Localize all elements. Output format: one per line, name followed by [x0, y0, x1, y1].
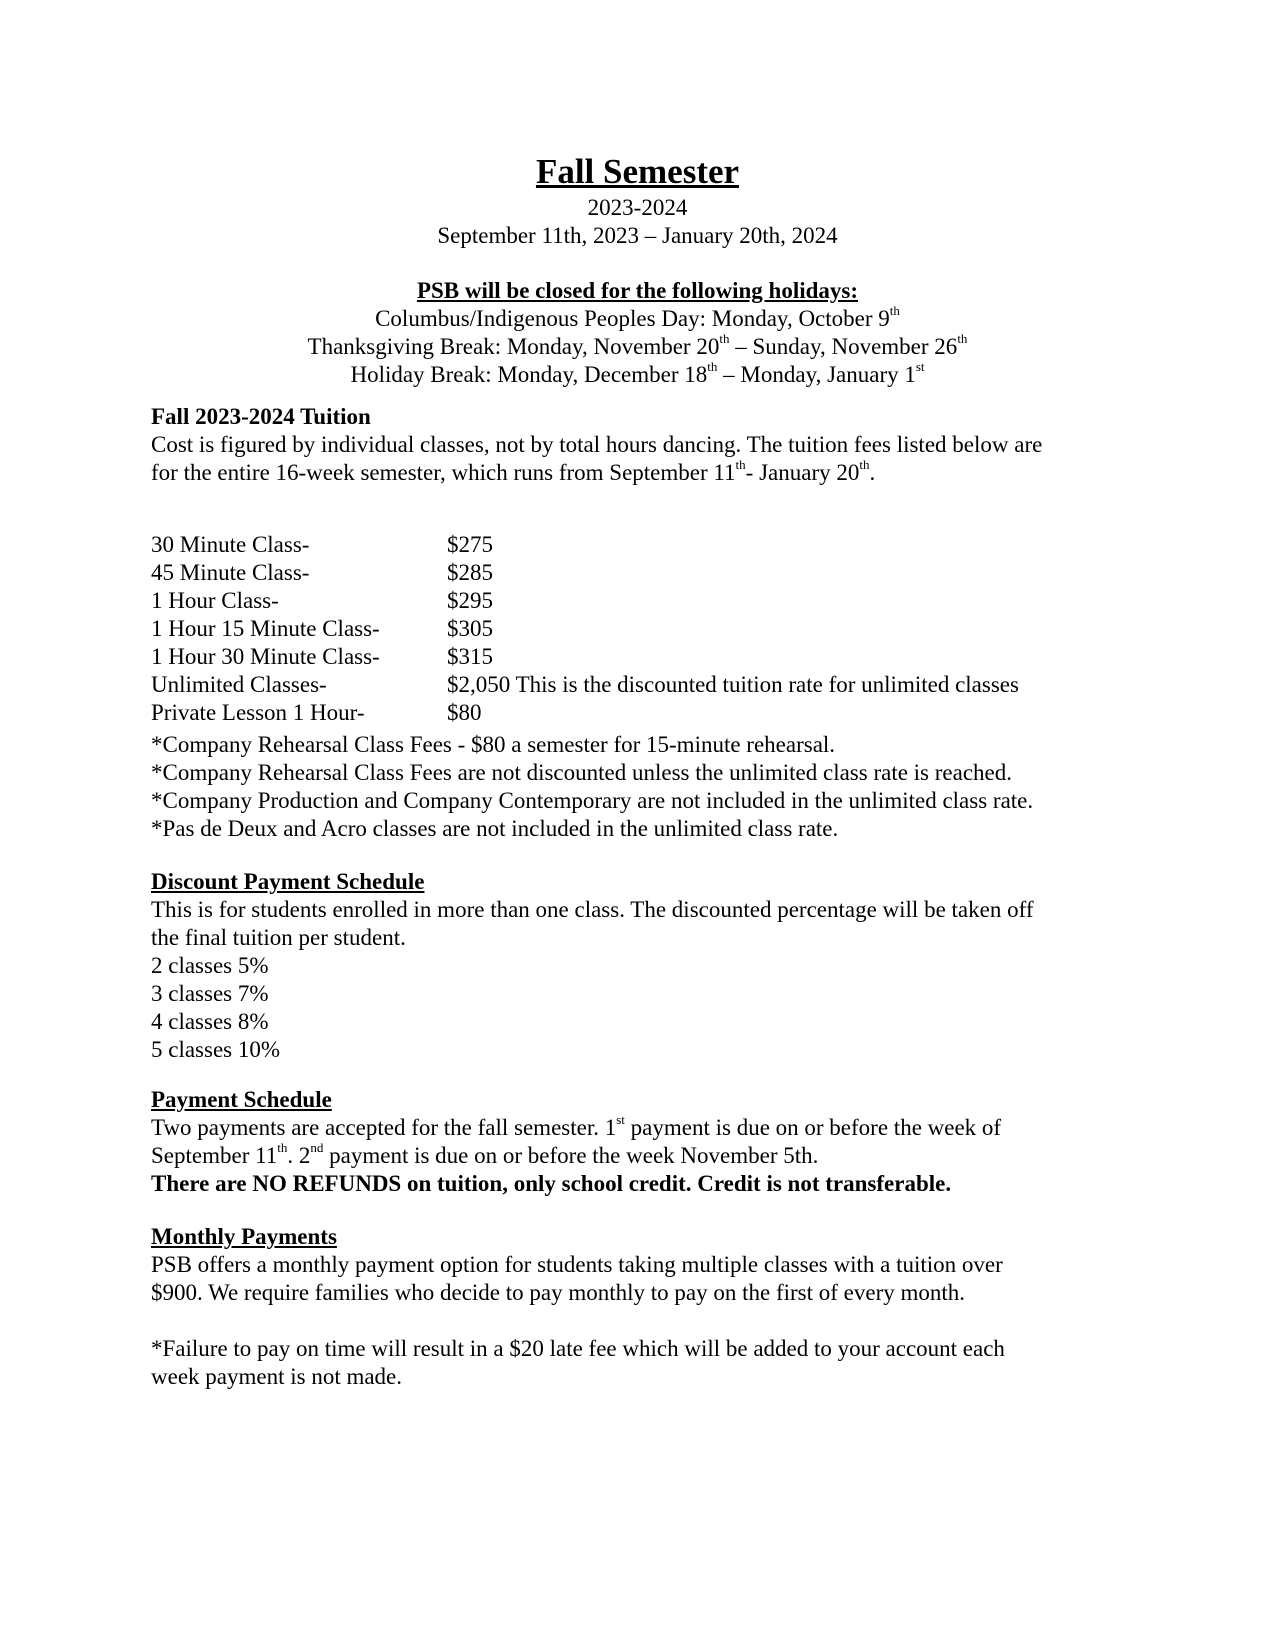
discount-description-line: This is for students enrolled in more than one class. The discounted percentage will be taken off: [151, 897, 1034, 922]
tuition-section: [151, 403, 1131, 487]
tuition-heading: Fall 2023-2024 Tuition: [151, 404, 371, 429]
class-price: $305: [447, 616, 493, 641]
holiday-break: Holiday Break: Monday, December 18th – Monday, January 1st: [350, 359, 925, 387]
class-price: $315: [447, 644, 493, 669]
semester-dates: September 11th, 2023 – January 20th, 2024: [437, 223, 838, 248]
school-year: 2023-2024: [587, 195, 688, 220]
class-name: 30 Minute Class-: [151, 532, 310, 557]
payment-section: [151, 1086, 1131, 1198]
class-price: $275: [447, 532, 493, 557]
monthly-description-line: PSB offers a monthly payment option for students taking multiple classes with a tuition over: [151, 1252, 1003, 1277]
page-title: Fall Semester: [535, 152, 740, 191]
note-line: *Company Rehearsal Class Fees are not discounted unless the unlimited class rate is reached.: [151, 760, 1012, 785]
class-name: Unlimited Classes-: [151, 672, 327, 697]
tuition-row: [151, 699, 1019, 727]
refund-policy: There are NO REFUNDS on tuition, only school credit. Credit is not transferable.: [151, 1171, 952, 1196]
tuition-row: [151, 559, 1019, 587]
monthly-heading: Monthly Payments: [151, 1224, 337, 1249]
discount-heading: Discount Payment Schedule: [151, 869, 425, 894]
payment-description-line: September 11th. 2nd payment is due on or before the week November 5th.: [151, 1140, 819, 1168]
discount-tier: 4 classes 8%: [151, 1009, 269, 1034]
tuition-row: [151, 671, 1019, 699]
tuition-description-line: Cost is figured by individual classes, not by total hours dancing. The tuition fees listed below are: [151, 432, 1043, 457]
monthly-section: [151, 1223, 1131, 1391]
class-name: 45 Minute Class-: [151, 560, 310, 585]
note-line: *Company Rehearsal Class Fees - $80 a semester for 15-minute rehearsal.: [151, 732, 836, 757]
class-price: $295: [447, 588, 493, 613]
company-notes: [151, 731, 1131, 843]
discount-tier: 3 classes 7%: [151, 981, 269, 1006]
discount-section: [151, 868, 1131, 1064]
class-price: $285: [447, 560, 493, 585]
payment-heading: Payment Schedule: [151, 1087, 332, 1112]
class-name: 1 Hour 30 Minute Class-: [151, 644, 380, 669]
tuition-row: [151, 643, 1019, 671]
note-line: *Company Production and Company Contemporary are not included in the unlimited class rate.: [151, 788, 1034, 813]
class-name: Private Lesson 1 Hour-: [151, 700, 365, 725]
late-fee-line: *Failure to pay on time will result in a $20 late fee which will be added to your account each: [151, 1336, 1005, 1361]
holidays-heading: PSB will be closed for the following holidays:: [416, 278, 859, 303]
class-name: 1 Hour Class-: [151, 588, 279, 613]
payment-description-line: Two payments are accepted for the fall semester. 1st payment is due on or before the week of: [151, 1112, 1002, 1140]
class-name: 1 Hour 15 Minute Class-: [151, 616, 380, 641]
holiday-columbus: Columbus/Indigenous Peoples Day: Monday, October 9th: [375, 303, 900, 331]
monthly-description-line: $900. We require families who decide to pay monthly to pay on the first of every month.: [151, 1280, 966, 1305]
tuition-row: [151, 615, 1019, 643]
late-fee-line: week payment is not made.: [151, 1364, 403, 1389]
discount-description-line: the final tuition per student.: [151, 925, 406, 950]
tuition-table: [151, 531, 1019, 727]
tuition-row: [151, 587, 1019, 615]
class-price: $80: [447, 700, 482, 725]
tuition-row: [151, 531, 1019, 559]
class-price: $2,050 This is the discounted tuition rate for unlimited classes: [447, 672, 1019, 697]
tuition-description-line: for the entire 16-week semester, which runs from September 11th- January 20th.: [151, 457, 876, 485]
discount-tier: 5 classes 10%: [151, 1037, 281, 1062]
note-line: *Pas de Deux and Acro classes are not included in the unlimited class rate.: [151, 816, 839, 841]
holiday-thanksgiving: Thanksgiving Break: Monday, November 20th – Sunday, November 26th: [307, 331, 968, 359]
discount-tier: 2 classes 5%: [151, 953, 269, 978]
